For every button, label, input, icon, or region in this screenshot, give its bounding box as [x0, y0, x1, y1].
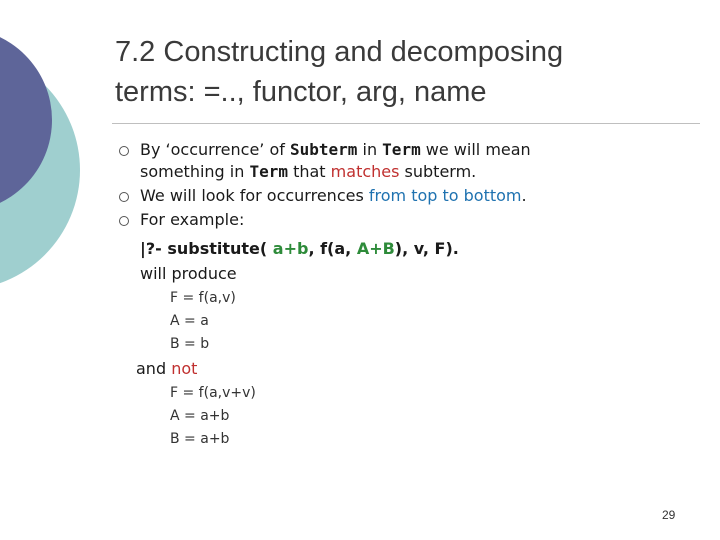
text: We will look for occurrences — [140, 186, 369, 205]
slide-title-line-2: terms: =.., functor, arg, name — [115, 76, 487, 108]
bullet-3: For example: — [140, 210, 245, 229]
text: , f(a, — [308, 239, 357, 258]
text: we will mean — [420, 140, 531, 159]
highlight-top-to-bottom: from top to bottom — [368, 186, 522, 205]
bullet-1-line-2 — [140, 161, 476, 183]
text: and — [136, 359, 172, 378]
highlight-A-plus-B: A+B — [356, 239, 395, 258]
text: By ‘occurrence’ of — [140, 140, 290, 159]
text: |?- substitute( — [140, 239, 273, 258]
slide-title — [115, 32, 695, 112]
code-term: Term — [249, 162, 288, 181]
page-number: 29 — [662, 508, 676, 522]
text: something in — [140, 162, 250, 181]
result-1-line: A = a — [170, 313, 209, 329]
text: . — [521, 186, 527, 205]
text: subterm. — [399, 162, 477, 181]
highlight-a-plus-b: a+b — [272, 239, 309, 258]
code-term: Term — [382, 140, 421, 159]
result-1-line: F = f(a,v) — [170, 290, 236, 306]
result-1-line: B = b — [170, 336, 210, 352]
and-not-text — [136, 358, 197, 380]
text: that — [288, 162, 331, 181]
highlight-not: not — [171, 359, 198, 378]
highlight-matches: matches — [330, 162, 400, 181]
query-line — [140, 238, 459, 260]
title-divider — [112, 123, 700, 124]
will-produce-text: will produce — [140, 264, 237, 283]
result-2-line: A = a+b — [170, 408, 230, 424]
bullet-circle-icon — [119, 146, 129, 156]
bullet-circle-icon — [119, 192, 129, 202]
slide-title-line-1: 7.2 Constructing and decomposing — [115, 36, 564, 68]
code-subterm: Subterm — [289, 140, 358, 159]
bullet-2 — [140, 185, 527, 207]
text: ), v, F). — [394, 239, 459, 258]
result-2-line: B = a+b — [170, 431, 230, 447]
text: in — [357, 140, 383, 159]
bullet-1-line-1 — [140, 139, 531, 161]
bullet-circle-icon — [119, 216, 129, 226]
result-2-line: F = f(a,v+v) — [170, 385, 256, 401]
